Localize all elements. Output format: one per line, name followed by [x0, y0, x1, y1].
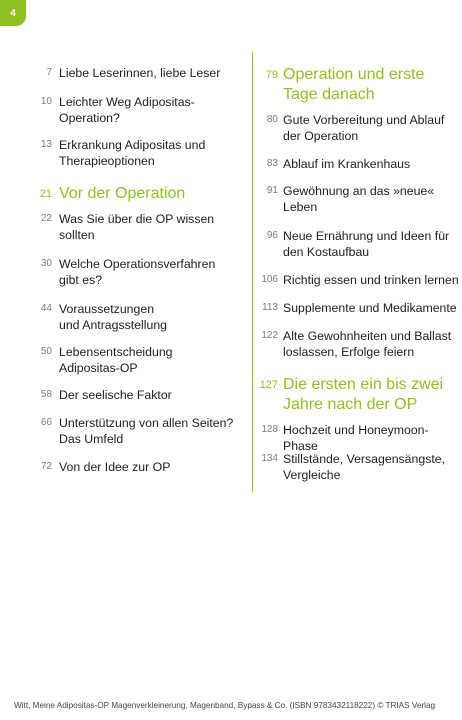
toc-page-number: 127 — [259, 379, 278, 391]
page-number: 4 — [10, 7, 16, 19]
toc-page-number: 128 — [261, 424, 278, 435]
toc-title: Supplemente und Medikamente — [283, 301, 457, 315]
toc-title: Von der Idee zur OP — [59, 460, 171, 474]
toc-page-number: 79 — [265, 69, 278, 81]
toc-page-number: 134 — [261, 453, 278, 464]
toc-page-number: 83 — [266, 158, 278, 169]
toc-title: Der seelische Faktor — [59, 388, 172, 402]
toc-title: Gewöhnung an das »neue« Leben — [283, 184, 435, 214]
toc-page-number: 80 — [266, 114, 278, 125]
toc-page-number: 50 — [40, 346, 52, 357]
toc-page-number: 91 — [266, 185, 278, 196]
toc-title: Unterstützung von allen Seiten? Das Umfeld — [59, 416, 234, 446]
toc-page-number: 122 — [261, 330, 278, 341]
toc-title: Stillstände, Versagensängste, Vergleiche — [283, 452, 446, 482]
toc-title: Hochzeit und Honeymoon-Phase — [283, 423, 429, 453]
toc-page-number: 113 — [262, 302, 278, 313]
toc-title: Die ersten ein bis zwei Jahre nach der OP — [283, 376, 444, 413]
toc-title: Operation und erste Tage danach — [283, 66, 425, 103]
toc-title: Welche Operationsverfahren gibt es? — [59, 257, 216, 287]
toc-page-number: 96 — [266, 230, 278, 241]
toc-page-number: 13 — [40, 139, 52, 150]
toc-title: Neue Ernährung und Ideen für den Kostaufbau — [283, 229, 450, 259]
toc-title: Gute Vorbereitung und Ablauf der Operation — [283, 113, 445, 143]
toc-title: Richtig essen und trinken lernen — [283, 273, 459, 287]
toc-page-number: 30 — [40, 258, 52, 269]
toc-title: Erkrankung Adipositas und Therapieoptionen — [59, 138, 206, 168]
toc-page-number: 44 — [40, 303, 52, 314]
toc-page-number: 7 — [46, 67, 52, 78]
toc-title: Ablauf im Krankenhaus — [283, 157, 411, 171]
toc-page-number: 21 — [39, 188, 52, 200]
toc-title: Liebe Leserinnen, liebe Leser — [59, 66, 221, 80]
toc-title: Alte Gewohnheiten und Ballast loslassen, Erfolge feiern — [283, 329, 452, 359]
toc-page-number: 58 — [40, 389, 52, 400]
toc-page-number: 106 — [261, 274, 278, 285]
toc-page-number: 66 — [40, 417, 52, 428]
toc-title: Lebensentscheidung Adipositas-OP — [59, 345, 173, 375]
toc-title: Voraussetzungen und Antragsstellung — [59, 302, 168, 332]
toc-page-number: 10 — [40, 96, 52, 107]
toc-page-number: 22 — [40, 213, 52, 224]
toc-title: Was Sie über die OP wissen sollten — [59, 212, 215, 242]
copyright-footer: Witt, Meine Adipositas-OP Magenverkleinerung, Magenband, Bypass & Co. (ISBN 9783432118222) © TRIAS Verlag — [14, 701, 436, 710]
toc-title: Vor der Operation — [59, 185, 186, 202]
toc-page-number: 72 — [40, 461, 52, 472]
toc-title: Leichter Weg Adipositas- Operation? — [59, 95, 195, 125]
